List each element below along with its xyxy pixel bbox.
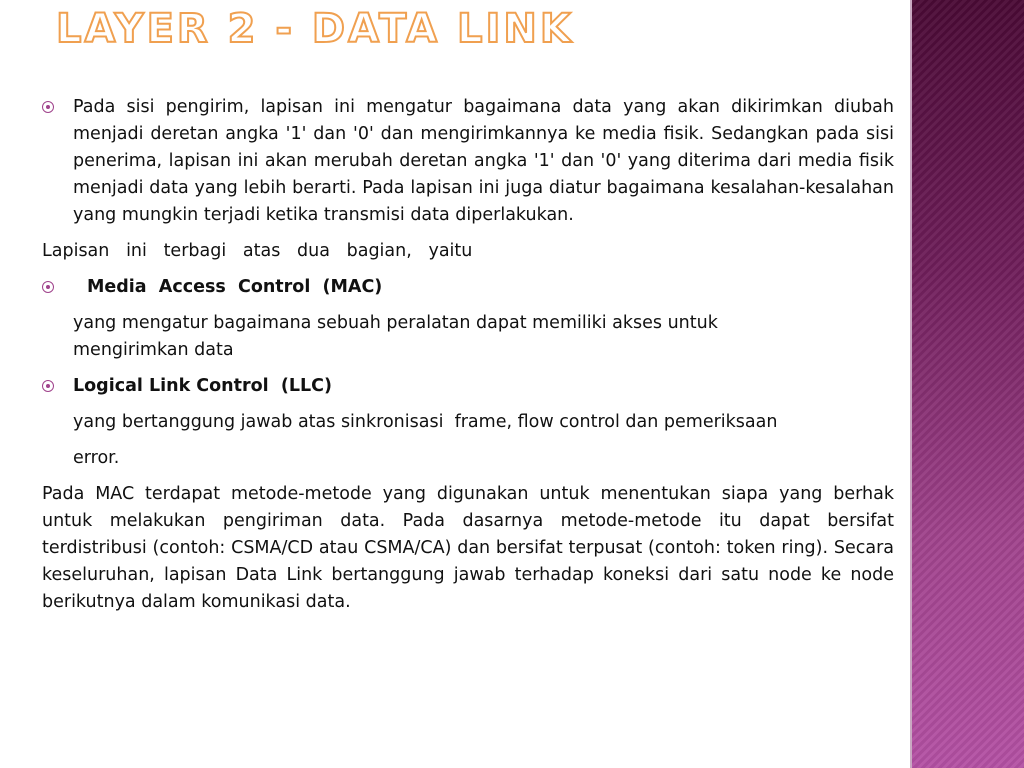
bullet-mac	[42, 274, 894, 301]
slide-title: LAYER 2 - DATA LINK	[56, 6, 574, 52]
mac-description: yang mengatur bagaimana sebuah peralatan dapat memiliki akses untuk mengirimkan data	[73, 313, 718, 360]
slide-content	[42, 94, 894, 616]
closing-paragraph: Pada MAC terdapat metode-metode yang digunakan untuk menentukan siapa yang berhak untuk melakukan pengiriman data. Pada dasarnya metode-metode itu dapat bersifat terdistribusi (contoh: CSMA/CD atau CSMA/CA) dan bersifat terpusat (contoh: token ring). Secara keseluruhan, lapisan Data Link bertanggung jawab terhadap koneksi dari satu node ke node berikutnya dalam komunikasi data.	[42, 484, 894, 612]
llc-description-line-1: yang bertanggung jawab atas sinkronisasi frame, flow control dan pemeriksaan	[73, 412, 778, 432]
intro-line: Lapisan ini terbagi atas dua bagian, yaitu	[42, 241, 473, 261]
llc-heading: Logical Link Control (LLC)	[73, 376, 332, 396]
llc-description-line-2: error.	[73, 448, 120, 468]
bullet-paragraph-1	[42, 94, 894, 229]
mac-heading: Media Access Control (MAC)	[87, 277, 383, 297]
decorative-side-band	[912, 0, 1024, 768]
bullet-llc	[42, 373, 894, 400]
circle-bullet-icon	[42, 281, 54, 293]
circle-bullet-icon	[42, 380, 54, 392]
paragraph-1-text: Pada sisi pengirim, lapisan ini mengatur bagaimana data yang akan dikirimkan diubah menjadi deretan angka '1' dan '0' dan mengirimkannya ke media fisik. Sedangkan pada sisi penerima, lapisan ini akan merubah deretan angka '1' dan '0' yang diterima dari media fisik menjadi data yang lebih berarti. Pada lapisan ini juga diatur bagaimana kesalahan-kesalahan yang mungkin terjadi ketika transmisi data diperlakukan.	[73, 97, 894, 225]
circle-bullet-icon	[42, 101, 54, 113]
